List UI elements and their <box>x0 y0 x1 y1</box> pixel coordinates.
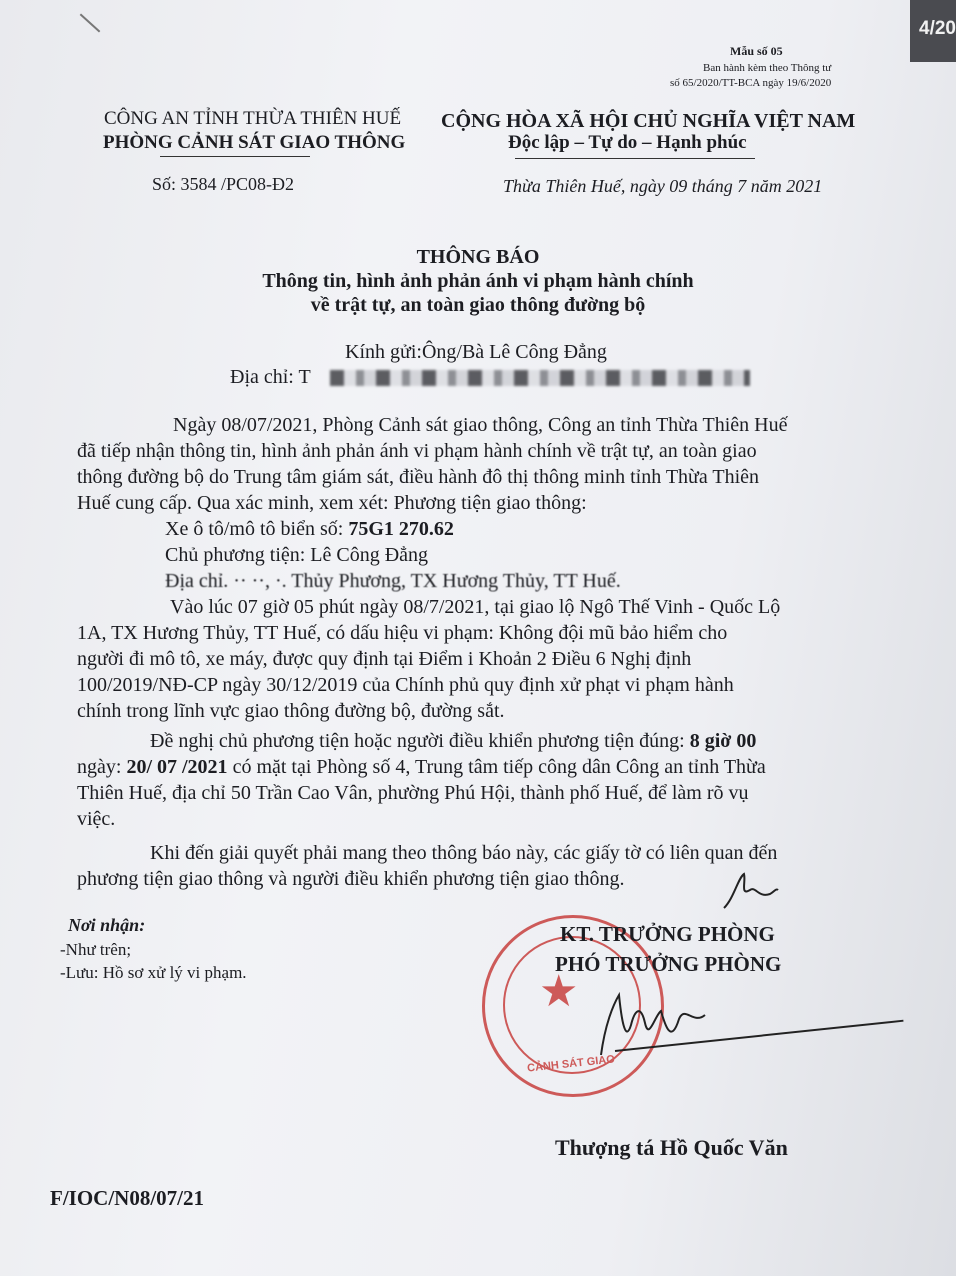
signature-title-2: PHÓ TRƯỞNG PHÒNG <box>555 952 782 976</box>
form-issued-with: Ban hành kèm theo Thông tư <box>703 62 832 74</box>
initials-icon <box>720 868 780 912</box>
nation-motto: Độc lập – Tự do – Hạnh phúc <box>508 132 747 153</box>
p3-line1 <box>150 728 756 754</box>
p3-line2-label: ngày: <box>77 756 127 778</box>
appointment-time: 8 giờ 00 <box>689 730 757 752</box>
p3-line4: việc. <box>77 808 116 830</box>
document-title: THÔNG BÁO <box>416 246 540 268</box>
pen-mark <box>80 14 101 33</box>
plate-line <box>165 516 454 542</box>
star-icon: ★ <box>539 967 579 1016</box>
form-code: Mẫu số 05 <box>730 44 783 58</box>
greeting: Kính gửi:Ông/Bà Lê Công Đẳng <box>345 341 607 363</box>
p2-line2: 1A, TX Hương Thủy, TT Huế, có dấu hiệu vi phạm: Không đội mũ bảo hiểm cho <box>77 622 728 644</box>
nation-underline <box>515 158 755 159</box>
agency-line2: PHÒNG CẢNH SÁT GIAO THÔNG <box>103 132 406 153</box>
nation-line1: CỘNG HÒA XÃ HỘI CHỦ NGHĨA VIỆT NAM <box>441 110 856 132</box>
address-label: Địa chỉ: T <box>230 366 311 388</box>
p1-line2: đã tiếp nhận thông tin, hình ảnh phản ánh vi phạm hành chính về trật tự, an toàn giao <box>77 440 757 462</box>
agency-line1: CÔNG AN TỈNH THỪA THIÊN HUẾ <box>104 108 402 129</box>
p1-line3: thông đường bộ do Trung tâm giám sát, điều hành đô thị thông minh tỉnh Thừa Thiên <box>77 466 760 488</box>
signature-icon <box>595 985 725 1065</box>
p3-line2 <box>77 754 766 780</box>
corner-tab: 4/20 <box>910 0 956 62</box>
owner-line: Chủ phương tiện: Lê Công Đẳng <box>165 544 429 566</box>
recipient-2: -Lưu: Hồ sơ xử lý vi phạm. <box>60 963 247 982</box>
form-circular: số 65/2020/TT-BCA ngày 19/6/2020 <box>670 77 832 89</box>
p2-line4: 100/2019/NĐ-CP ngày 30/12/2019 của Chính phủ quy định xử phạt vi phạm hành <box>77 674 734 696</box>
p2-line1: Vào lúc 07 giờ 05 phút ngày 08/7/2021, tại giao lộ Ngô Thế Vinh - Quốc Lộ <box>170 596 781 618</box>
document-subtitle-2: về trật tự, an toàn giao thông đường bộ <box>310 294 646 316</box>
p1-line1: Ngày 08/07/2021, Phòng Cảnh sát giao thông, Công an tỉnh Thừa Thiên Huế <box>173 414 788 436</box>
seal-text: CẢNH SÁT GIAO <box>526 1053 616 1075</box>
recipient-1: -Như trên; <box>60 940 132 959</box>
p2-line3: người đi mô tô, xe máy, được quy định tại Điểm i Khoản 2 Điều 6 Nghị định <box>77 648 692 670</box>
p1-line4: Huế cung cấp. Qua xác minh, xem xét: Phương tiện giao thông: <box>77 492 587 514</box>
p4-line2: phương tiện giao thông và người điều khiển phương tiện giao thông. <box>77 868 625 890</box>
document-number: Số: 3584 /PC08-Đ2 <box>152 174 295 194</box>
plate-value: 75G1 270.62 <box>348 518 454 540</box>
owner-address: Địa chỉ. ·· ··, ·. Thủy Phương, TX Hương Thủy, TT Huế. <box>165 570 621 592</box>
agency-underline <box>160 156 310 157</box>
redacted-address <box>330 370 750 386</box>
document-subtitle-1: Thông tin, hình ảnh phản ánh vi phạm hành chính <box>262 270 694 292</box>
p3-line1-text: Đề nghị chủ phương tiện hoặc người điều khiển phương tiện đúng: <box>150 730 690 752</box>
p3-line3: Thiên Huế, địa chỉ 50 Trần Cao Vân, phường Phú Hội, thành phố Huế, để làm rõ vụ <box>77 782 749 804</box>
place-date: Thừa Thiên Huế, ngày 09 tháng 7 năm 2021 <box>503 176 823 196</box>
p4-line1: Khi đến giải quyết phải mang theo thông báo này, các giấy tờ có liên quan đến <box>150 842 778 864</box>
signature-title-1: KT. TRƯỞNG PHÒNG <box>560 922 775 946</box>
appointment-date: 20/ 07 /2021 <box>126 756 228 778</box>
p3-line2-text: có mặt tại Phòng số 4, Trung tâm tiếp công dân Công an tỉnh Thừa <box>227 756 766 778</box>
recipients-label: Nơi nhận: <box>68 915 146 935</box>
p2-line5: chính trong lĩnh vực giao thông đường bộ, đường sắt. <box>77 700 505 722</box>
bleed-through-text <box>826 330 886 470</box>
footer-code: F/IOC/N08/07/21 <box>50 1186 205 1210</box>
plate-label: Xe ô tô/mô tô biển số: <box>165 518 349 540</box>
signer-name: Thượng tá Hồ Quốc Văn <box>555 1135 788 1160</box>
